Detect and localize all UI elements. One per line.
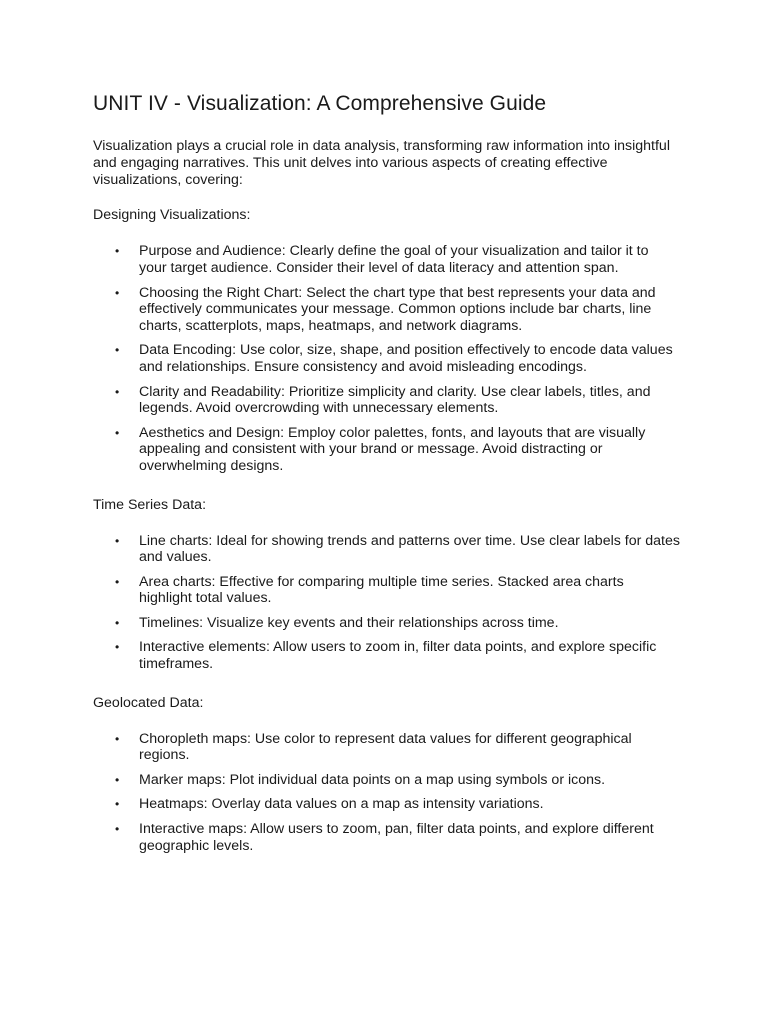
bullet-icon: • (115, 772, 120, 787)
section-heading: Geolocated Data: (93, 694, 204, 711)
bullet-icon: • (115, 425, 120, 440)
section-geolocated (93, 695, 680, 855)
list-item (115, 821, 680, 854)
list-item-text: Line charts: Ideal for showing trends and patterns over time. Use clear labels for dates and values. (139, 532, 680, 566)
intro-paragraph: Visualization plays a crucial role in data analysis, transforming raw information into insightful and engaging narratives. This unit delves into various aspects of creating effective visualizations, covering: (93, 138, 670, 188)
list-item-text: Aesthetics and Design: Employ color palettes, fonts, and layouts that are visually appealing and consistent with your brand or message. Avoid distracting or overwhelming designs. (139, 424, 646, 474)
bullet-icon: • (115, 285, 120, 300)
list-item-text: Interactive maps: Allow users to zoom, pan, filter data points, and explore different geographic levels. (139, 821, 654, 854)
list-item-text: Purpose and Audience: Clearly define the goal of your visualization and tailor it to your target audience. Consider their level of data literacy and attention span. (139, 243, 649, 276)
bullet-list (93, 243, 680, 474)
bullet-icon: • (115, 797, 120, 812)
list-item-text: Timelines: Visualize key events and their relationships across time. (139, 614, 559, 631)
list-item-text: Choosing the Right Chart: Select the chart type that best represents your data and effectively communicates your message. Common options include bar charts, line charts, scatterplots, maps, heatmaps, and network diagrams. (139, 284, 656, 334)
list-item (115, 424, 680, 475)
list-item-text: Interactive elements: Allow users to zoom in, filter data points, and explore specific timeframes. (139, 639, 657, 673)
bullet-list (93, 731, 680, 855)
section-designing (93, 207, 680, 474)
list-item (115, 614, 680, 632)
bullet-icon: • (115, 343, 120, 358)
list-item (115, 639, 680, 673)
bullet-icon: • (115, 615, 120, 630)
list-item (115, 532, 680, 566)
bullet-icon: • (115, 640, 120, 655)
list-item-text: Area charts: Effective for comparing multiple time series. Stacked area charts highlight total values. (139, 573, 624, 607)
list-item-text: Heatmaps: Overlay data values on a map as intensity variations. (139, 796, 544, 813)
bullet-icon: • (115, 822, 120, 837)
list-item (115, 573, 680, 607)
section-heading: Designing Visualizations: (93, 207, 251, 224)
list-item (115, 771, 680, 789)
list-item-text: Data Encoding: Use color, size, shape, and position effectively to encode data values and relationships. Ensure consistency and avoid misleading encodings. (139, 342, 673, 375)
bullet-icon: • (115, 533, 120, 548)
section-heading: Time Series Data: (93, 496, 207, 513)
list-item (115, 342, 680, 375)
list-item (115, 284, 680, 335)
page-title: UNIT IV - Visualization: A Comprehensive Guide (93, 92, 547, 115)
bullet-icon: • (115, 731, 120, 746)
list-item-text: Clarity and Readability: Prioritize simplicity and clarity. Use clear labels, titles, and legends. Avoid overcrowding with unnecessary elements. (139, 383, 651, 417)
list-item (115, 796, 680, 813)
list-item (115, 730, 680, 764)
list-item (115, 243, 680, 276)
bullet-icon: • (115, 244, 120, 259)
bullet-icon: • (115, 384, 120, 399)
list-item (115, 383, 680, 417)
list-item-text: Marker maps: Plot individual data points on a map using symbols or icons. (139, 771, 606, 788)
bullet-icon: • (115, 574, 120, 589)
bullet-list (93, 533, 680, 673)
section-time-series (93, 497, 680, 673)
list-item-text: Choropleth maps: Use color to represent data values for different geographical regions. (139, 730, 632, 764)
